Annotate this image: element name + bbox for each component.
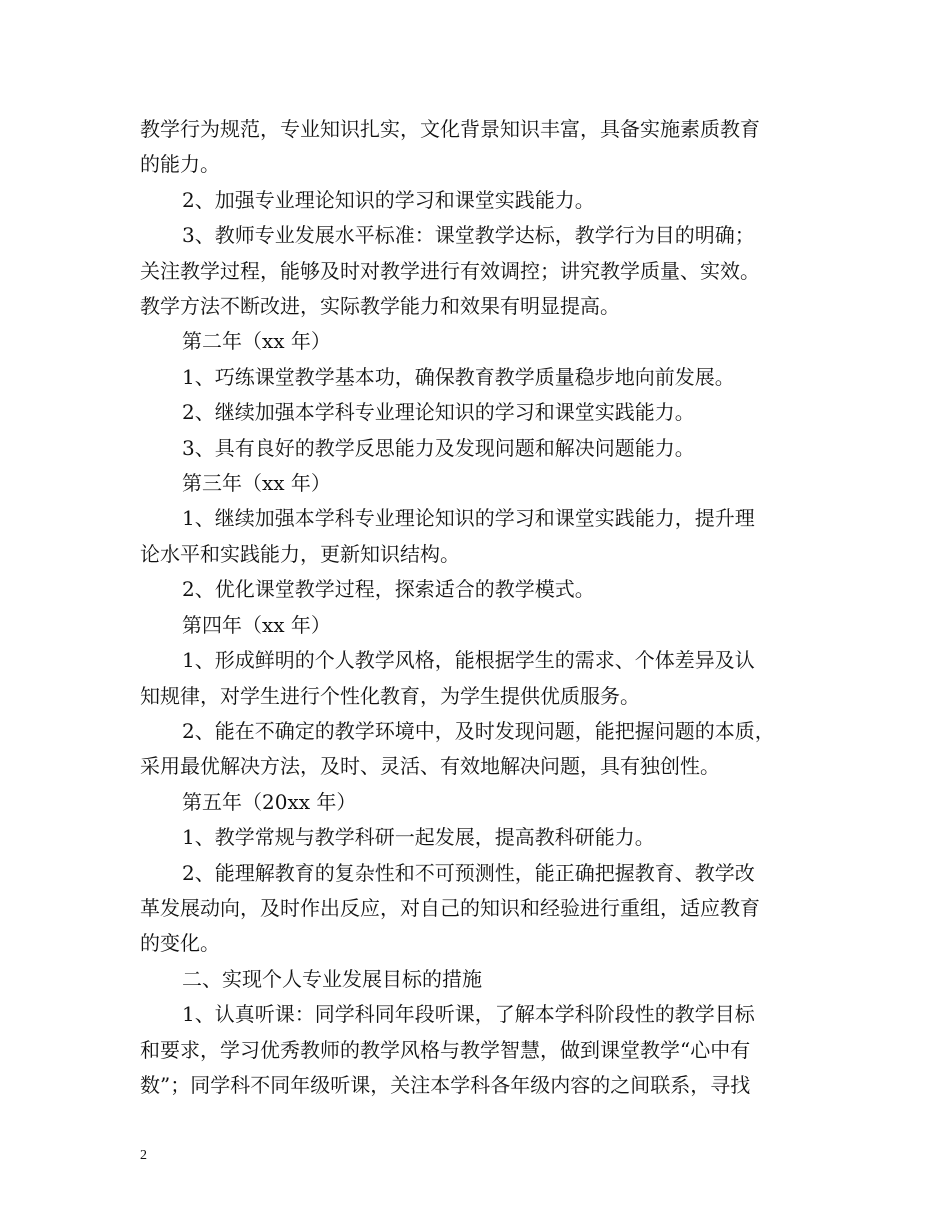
text-line: 1、继续加强本学科专业理论知识的学习和课堂实践能力，提升理 — [182, 506, 755, 531]
text-line: 2、能理解教育的复杂性和不可预测性，能正确把握教育、教学改 — [182, 860, 755, 885]
section-heading: 二、实现个人专业发展目标的措施 — [182, 966, 482, 991]
section-heading: 第四年（xx 年） — [182, 612, 331, 637]
text-line: 2、加强专业理论知识的学习和课堂实践能力。 — [182, 187, 595, 212]
text-line: 1、认真听课：同学科同年段听课，了解本学科阶段性的教学目标 — [182, 1002, 755, 1027]
text-line: 数”；同学科不同年级听课，关注本学科各年级内容的之间联系，寻找 — [140, 1072, 751, 1097]
page-number: 2 — [140, 1148, 147, 1163]
text-line: 采用最优解决方法，及时、灵活、有效地解决问题，具有独创性。 — [140, 754, 720, 779]
text-line: 3、具有良好的教学反思能力及发现问题和解决问题能力。 — [182, 435, 695, 460]
text-line: 2、继续加强本学科专业理论知识的学习和课堂实践能力。 — [182, 400, 695, 425]
text-line: 1、巧练课堂教学基本功，确保教育教学质量稳步地向前发展。 — [182, 364, 735, 389]
text-line: 1、形成鲜明的个人教学风格，能根据学生的需求、个体差异及认 — [182, 648, 755, 673]
text-line: 1、教学常规与教学科研一起发展，提高教科研能力。 — [182, 825, 655, 850]
text-line: 2、能在不确定的教学环境中，及时发现问题，能把握问题的本质， — [182, 718, 775, 743]
text-line: 的能力。 — [140, 152, 220, 177]
section-heading: 第二年（xx 年） — [182, 329, 331, 354]
text-line: 的变化。 — [140, 931, 220, 956]
text-line: 和要求，学习优秀教师的教学风格与教学智慧，做到课堂教学“心中有 — [140, 1037, 751, 1062]
text-line: 论水平和实践能力，更新知识结构。 — [140, 541, 460, 566]
text-line: 教学行为规范，专业知识扎实，文化背景知识丰富，具备实施素质教育 — [140, 117, 760, 141]
section-heading: 第三年（xx 年） — [182, 471, 331, 496]
document-body — [140, 112, 824, 1103]
text-line: 2、优化课堂教学过程，探索适合的教学模式。 — [182, 577, 595, 602]
text-line: 知规律，对学生进行个性化教育，为学生提供优质服务。 — [140, 683, 640, 708]
text-line: 革发展动向，及时作出反应，对自己的知识和经验进行重组，适应教育 — [140, 895, 760, 920]
text-line: 教学方法不断改进，实际教学能力和效果有明显提高。 — [140, 294, 620, 319]
text-line: 3、教师专业发展水平标准：课堂教学达标，教学行为目的明确； — [182, 223, 755, 248]
section-heading: 第五年（20xx 年） — [182, 789, 357, 814]
text-line: 关注教学过程，能够及时对教学进行有效调控；讲究教学质量、实效。 — [140, 258, 760, 283]
